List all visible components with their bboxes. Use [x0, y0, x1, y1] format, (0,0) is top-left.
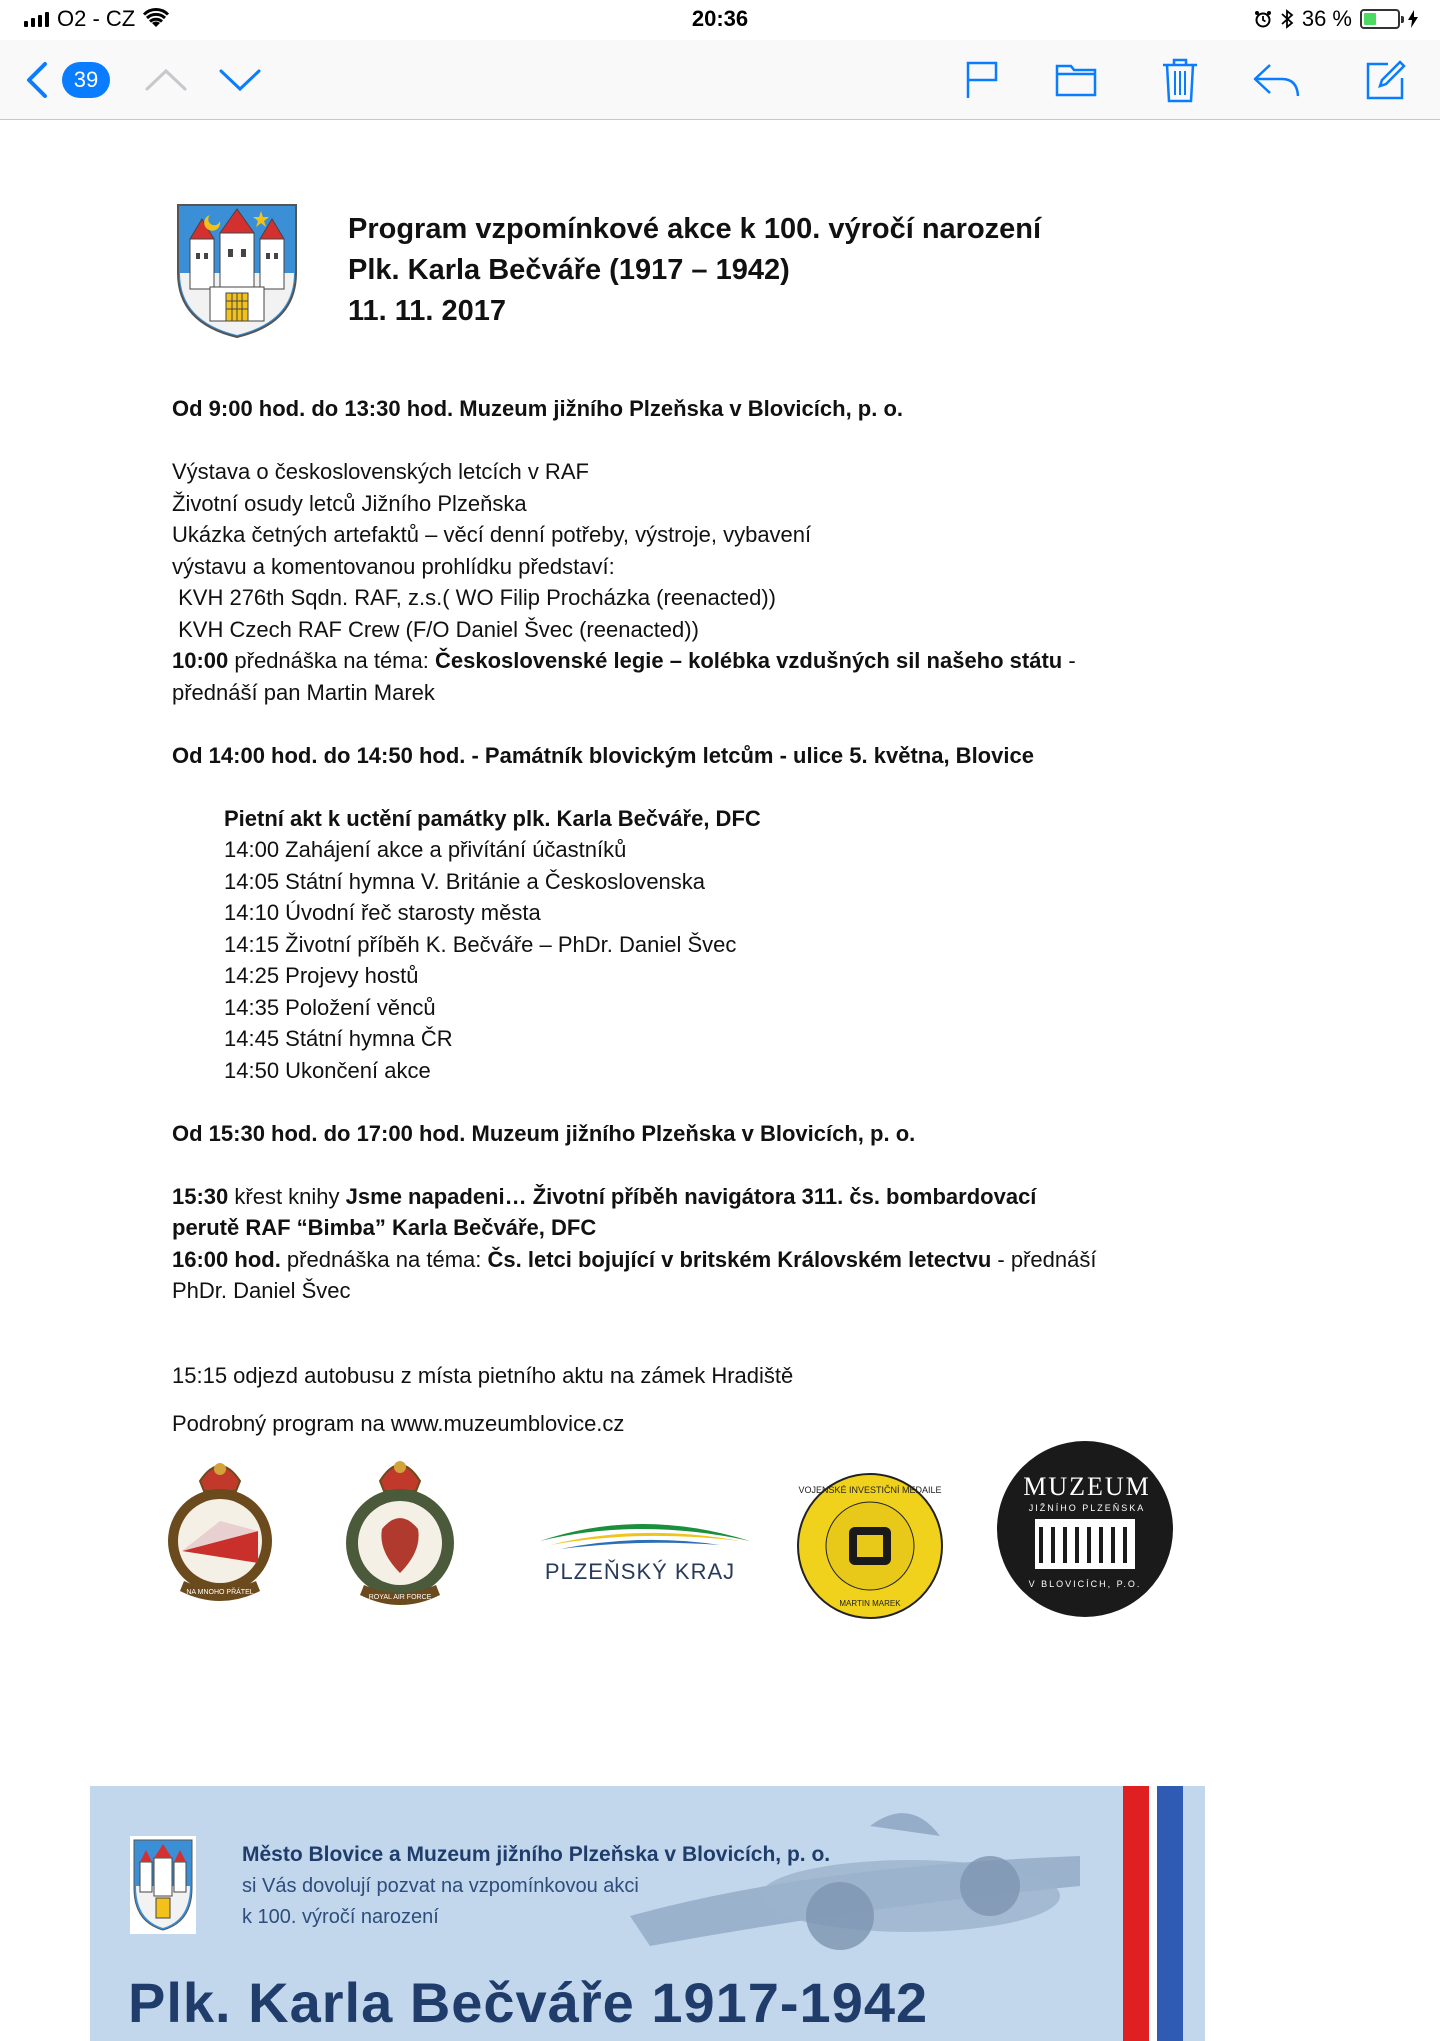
text-line: Ukázka četných artefaktů – věcí denní potřeby, výstroje, vybavení [172, 522, 812, 547]
text-line: Životní osudy letců Jižního Plzeňska [172, 490, 527, 516]
ceremony-item: 14:50 Ukončení akce [224, 1057, 431, 1083]
museum-place: V BLOVICÍCH, P.O. [1028, 1579, 1142, 1589]
previous-message-icon[interactable] [140, 54, 192, 106]
raf-squadron-badge-logo [340, 1447, 460, 1617]
lecture-line [172, 645, 1172, 677]
bus-note: 15:15 odjezd autobusu z místa pietního aktu na zámek Hradiště [172, 1363, 794, 1388]
lecture-intro: přednáška na téma: [228, 648, 435, 673]
aircraft-illustration [610, 1796, 1090, 1986]
lecture-speaker: přednáší pan Martin Marek [172, 679, 435, 705]
lecture-topic: Československé legie – kolébka vzdušných sil našeho státu [434, 648, 1063, 673]
bluetooth-icon [1280, 9, 1294, 29]
title-line: Program vzpomínkové akce k 100. výročí narození [348, 213, 1042, 245]
lecture-line [172, 1244, 1172, 1276]
carrier-label: O2 - CZ [57, 6, 136, 31]
flag-icon[interactable] [956, 54, 1008, 106]
lecture-time: 10:00 [172, 648, 229, 673]
ceremony-item: 14:35 Položení věnců [224, 994, 436, 1020]
text-line: Výstava o československých letcích v RAF [172, 459, 589, 484]
book-title-cont: perutě RAF “Bimba” Karla Bečváře, DFC [172, 1215, 597, 1240]
invitation-banner [90, 1786, 1205, 2041]
next-message-icon[interactable] [214, 54, 266, 106]
title-line: 11. 11. 2017 [348, 295, 507, 327]
blovice-coat-of-arms [176, 203, 298, 339]
invite-organizers: Město Blovice a Muzeum jižního Plzeňska v Blovicích, p. o. [242, 1843, 831, 1866]
blovice-coat-of-arms-small [130, 1836, 196, 1934]
text-line: KVH Czech RAF Crew (F/O Daniel Švec (reenacted)) [172, 616, 699, 642]
squadron-motto: NA MNOHO PŘÁTEL [186, 1589, 254, 1596]
ceremony-heading: Pietní akt k uctění památky plk. Karla Bečváře, DFC [224, 805, 761, 831]
program-link-note: Podrobný program na www.muzeumblovice.cz [172, 1410, 625, 1436]
museum-title: MUZEUM [1023, 1472, 1151, 1501]
book-time: 15:30 [172, 1183, 229, 1209]
battery-percent: 36 % [1301, 6, 1352, 31]
museum-logo [995, 1439, 1175, 1619]
lecture-speaker: PhDr. Daniel Švec [172, 1278, 351, 1303]
plzensky-kraj-text: PLZEŇSKÝ KRAJ [544, 1559, 736, 1584]
section-heading: Od 14:00 hod. do 14:50 hod. - Památník blovickým letcům - ulice 5. května, Blovice [172, 742, 1034, 768]
text-line: výstavu a komentovanou prohlídku představí: [172, 553, 615, 579]
invite-big-title: Plk. Karla Bečváře 1917-1942 [128, 1971, 929, 2034]
status-right [1254, 6, 1418, 32]
back-chevron-icon[interactable] [10, 54, 62, 106]
lecture-suffix: - přednáší [991, 1246, 1097, 1272]
ceremony-item: 14:00 Zahájení akce a přivítání účastníků [224, 837, 627, 862]
raf-text: ROYAL AIR FORCE [368, 1594, 432, 1601]
sponsor-logos [150, 1451, 1200, 1651]
text-line: KVH 276th Sqdn. RAF, z.s.( WO Filip Procházka (reenacted)) [172, 585, 777, 610]
lecture-topic: Čs. letci bojující v britském Královském letectvu [487, 1246, 992, 1272]
section-heading: Od 15:30 hod. do 17:00 hod. Muzeum jižního Plzeňska v Blovicích, p. o. [172, 1120, 916, 1146]
ceremony-item: 14:15 Životní příběh K. Bečváře – PhDr. Daniel Švec [224, 931, 737, 957]
lecture-intro: přednáška na téma: [280, 1246, 488, 1272]
ceremony-item: 14:45 Státní hymna ČR [224, 1026, 453, 1051]
charging-icon [1408, 10, 1418, 28]
medal-text: VOJENSKÉ INVESTIČNÍ MEDAILE [798, 1485, 942, 1495]
book-intro: křest knihy [228, 1183, 346, 1209]
unread-count-badge[interactable]: 39 [62, 62, 110, 98]
program-text [172, 393, 1172, 1439]
status-time: 20:36 [691, 6, 749, 31]
alarm-icon [1254, 10, 1272, 28]
medal-name: MARTIN MAREK [839, 1599, 901, 1608]
battery-icon [1360, 9, 1400, 29]
lecture-time: 16:00 hod. [172, 1246, 281, 1272]
mail-toolbar [0, 40, 1440, 120]
ceremony-item: 14:25 Projevy hostů [224, 963, 419, 988]
squadron-badge-logo [160, 1451, 280, 1611]
folder-icon[interactable] [1050, 54, 1102, 106]
lecture-suffix: - [1062, 648, 1076, 673]
ceremony-item: 14:05 Státní hymna V. Británie a Československa [224, 868, 706, 894]
status-bar [0, 0, 1440, 40]
section-heading: Od 9:00 hod. do 13:30 hod. Muzeum jižního Plzeňska v Blovicích, p. o. [172, 396, 904, 421]
plzensky-kraj-logo [520, 1511, 760, 1591]
ceremony-item: 14:10 Úvodní řeč starosty města [224, 900, 541, 925]
trash-icon[interactable] [1154, 54, 1206, 106]
invite-text: si Vás dovolují pozvat na vzpomínkovou akci [242, 1875, 639, 1897]
czech-flag-stripes [1095, 1786, 1205, 2041]
military-medals-logo [795, 1471, 945, 1621]
program-title [348, 209, 1041, 332]
title-line: Plk. Karla Bečváře (1917 – 1942) [348, 254, 790, 286]
book-title: Jsme napadeni… Životní příběh navigátora 311. čs. bombardovací [345, 1183, 1037, 1209]
book-line [172, 1181, 1172, 1213]
compose-icon[interactable] [1360, 54, 1412, 106]
reply-icon[interactable] [1250, 54, 1302, 106]
museum-sub: JIŽNÍHO PLZEŇSKA [1028, 1503, 1146, 1513]
invite-text: k 100. výročí narození [242, 1906, 439, 1928]
